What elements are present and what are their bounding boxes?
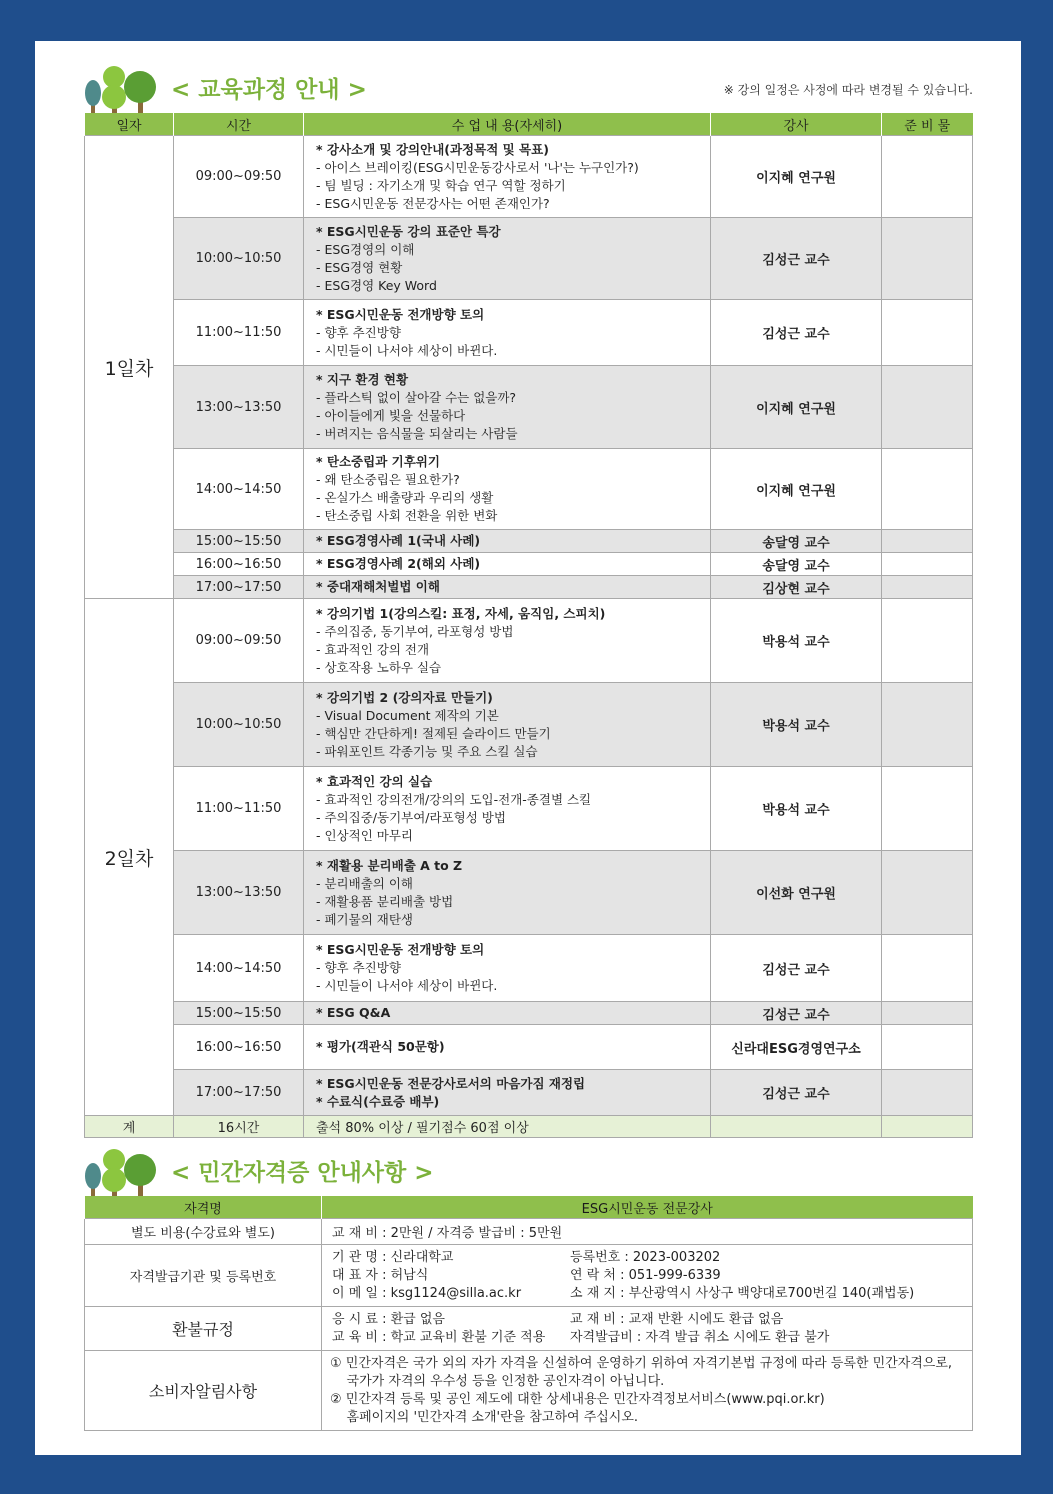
materials-cell — [882, 851, 973, 935]
content-title: * ESG시민운동 전문강사로서의 마음가짐 재정립 — [316, 1075, 586, 1091]
time-cell: 09:00~09:50 — [174, 136, 304, 218]
schedule-row — [85, 935, 973, 1002]
materials-cell — [882, 683, 973, 767]
content-cell — [304, 767, 711, 851]
schedule-row — [85, 683, 973, 767]
cert-cost-row — [85, 1219, 973, 1245]
refund-issue: 자격발급비 : 자격 발급 취소 시에도 환급 불가 — [570, 1329, 830, 1345]
time-cell: 15:00~15:50 — [174, 530, 304, 553]
cert-name-label: 자격명 — [85, 1196, 322, 1219]
content-title: * 평가(객관식 50문항) — [316, 1039, 445, 1054]
cert-issuer-label: 자격발급기관 및 등록번호 — [85, 1245, 322, 1307]
content-line: - ESG시민운동 전문강사는 어떤 존재인가? — [316, 195, 550, 211]
content-line: - 주의집중, 동기부여, 라포형성 방법 — [316, 623, 514, 639]
content-line: - 온실가스 배출량과 우리의 생활 — [316, 490, 494, 505]
content-line: - Visual Document 제작의 기본 — [316, 707, 499, 723]
day-cell: 2일차 — [85, 599, 174, 1116]
cert-issuer-info — [322, 1245, 973, 1307]
issuer-org: 기 관 명 : 신라대학교 — [332, 1249, 454, 1265]
time-cell: 13:00~13:50 — [174, 366, 304, 449]
total-requirement: 출석 80% 이상 / 필기점수 60점 이상 — [304, 1116, 711, 1138]
teacher-cell: 김성근 교수 — [711, 218, 882, 300]
content-title: * 강사소개 및 강의안내(과정목적 및 목표) — [316, 141, 549, 157]
col-day: 일자 — [85, 113, 174, 136]
curriculum-table — [84, 113, 973, 1138]
content-line: - 왜 탄소중립은 필요한가? — [316, 472, 460, 487]
content-line: - 아이들에게 빛을 선물하다 — [316, 408, 466, 423]
total-hours: 16시간 — [174, 1116, 304, 1138]
content-cell — [304, 218, 711, 300]
materials-cell — [882, 599, 973, 683]
schedule-row — [85, 576, 973, 599]
issuer-phone: 연 락 처 : 051-999-6339 — [570, 1267, 721, 1283]
col-materials: 준 비 물 — [882, 113, 973, 136]
materials-cell — [882, 1025, 973, 1070]
time-cell: 16:00~16:50 — [174, 553, 304, 576]
issuer-email: 이 메 일 : ksg1124@silla.ac.kr — [332, 1285, 522, 1301]
teacher-cell: 송달영 교수 — [711, 553, 882, 576]
teacher-cell: 김성근 교수 — [711, 300, 882, 366]
content-line: - 향후 추진방향 — [316, 324, 401, 340]
cert-consumer-label: 소비자알림사항 — [85, 1351, 322, 1431]
content-line: - 탄소중립 사회 전환을 위한 변화 — [316, 508, 498, 523]
teacher-cell: 이선화 연구원 — [711, 851, 882, 935]
total-row — [85, 1116, 973, 1138]
cert-refund-row — [85, 1307, 973, 1351]
refund-tuition: 교 육 비 : 학교 교육비 환불 기준 적용 — [332, 1329, 546, 1345]
content-title: * 지구 환경 현황 — [316, 372, 409, 387]
time-cell: 11:00~11:50 — [174, 767, 304, 851]
content-cell — [304, 935, 711, 1002]
cert-cost-value: 교 재 비 : 2만원 / 자격증 발급비 : 5만원 — [322, 1219, 973, 1245]
cert-issuer-row — [85, 1245, 973, 1307]
content-line: - ESG경영의 이해 — [316, 241, 415, 257]
time-cell: 16:00~16:50 — [174, 1025, 304, 1070]
teacher-cell: 이지혜 연구원 — [711, 366, 882, 449]
trees-icon — [83, 1146, 159, 1198]
issuer-address: 소 재 지 : 부산광역시 사상구 백양대로700번길 140(괘법동) — [570, 1285, 915, 1301]
content-title: * 중대재해처벌법 이해 — [316, 579, 440, 594]
schedule-row — [85, 767, 973, 851]
content-cell — [304, 599, 711, 683]
schedule-row — [85, 553, 973, 576]
time-cell: 10:00~10:50 — [174, 683, 304, 767]
time-cell: 14:00~14:50 — [174, 935, 304, 1002]
total-teacher-empty — [711, 1116, 882, 1138]
materials-cell — [882, 935, 973, 1002]
content-title: * ESG시민운동 전개방향 토의 — [316, 942, 485, 957]
content-title: * ESG경영사례 1(국내 사례) — [316, 533, 481, 548]
teacher-cell: 신라대ESG경영연구소 — [711, 1025, 882, 1070]
content-cell — [304, 300, 711, 366]
total-label: 계 — [85, 1116, 174, 1138]
col-teacher: 강사 — [711, 113, 882, 136]
teacher-cell: 김성근 교수 — [711, 1070, 882, 1116]
content-line: - 버려지는 음식물을 되살리는 사람들 — [316, 426, 518, 441]
teacher-cell: 박용석 교수 — [711, 767, 882, 851]
time-cell: 14:00~14:50 — [174, 449, 304, 530]
content-line: - 시민들이 나서야 세상이 바뀐다. — [316, 342, 498, 358]
cert-refund-info — [322, 1307, 973, 1351]
content-cell — [304, 683, 711, 767]
content-line: - 폐기물의 재탄생 — [316, 911, 413, 927]
content-title: * 탄소중립과 기후위기 — [316, 454, 440, 469]
content-line: - 플라스틱 없이 살아갈 수는 없을까? — [316, 390, 517, 405]
teacher-cell: 김성근 교수 — [711, 1002, 882, 1025]
col-content: 수 업 내 용(자세히) — [304, 113, 711, 136]
cert-header — [83, 1146, 973, 1198]
materials-cell — [882, 1070, 973, 1116]
cert-name-value: ESG시민운동 전문강사 — [322, 1196, 973, 1219]
content-title: * 효과적인 강의 실습 — [316, 773, 433, 789]
content-line: - 재활용품 분리배출 방법 — [316, 893, 454, 909]
content-line: - 핵심만 간단하게! 절제된 슬라이드 만들기 — [316, 725, 551, 741]
content-line: - 팀 빌딩 : 자기소개 및 학습 연구 역할 정하기 — [316, 177, 566, 193]
page — [35, 41, 1021, 1455]
total-materials-empty — [882, 1116, 973, 1138]
content-cell — [304, 1070, 711, 1116]
teacher-cell: 이지혜 연구원 — [711, 449, 882, 530]
materials-cell — [882, 1002, 973, 1025]
refund-textbook: 교 재 비 : 교재 반환 시에도 환급 없음 — [570, 1311, 784, 1327]
notice-line: ② 민간자격 등록 및 공인 제도에 대한 상세내용은 민간자격정보서비스(www.pqi.or.kr) — [330, 1391, 825, 1407]
content-cell — [304, 449, 711, 530]
trees-icon — [83, 63, 159, 115]
teacher-cell: 김상현 교수 — [711, 576, 882, 599]
content-line: - ESG경영 Key Word — [316, 277, 437, 293]
curriculum-title: < 교육과정 안내 > — [171, 77, 367, 103]
materials-cell — [882, 530, 973, 553]
teacher-cell: 이지혜 연구원 — [711, 136, 882, 218]
table-header-row — [85, 113, 973, 136]
cert-cost-label: 별도 비용(수강료와 별도) — [85, 1219, 322, 1245]
content-cell — [304, 1002, 711, 1025]
teacher-cell: 박용석 교수 — [711, 599, 882, 683]
teacher-cell: 송달영 교수 — [711, 530, 882, 553]
notice-line: ① 민간자격은 국가 외의 자가 자격을 신설하여 운영하기 위하여 자격기본법 규정에 따라 등록한 민간자격으로, — [330, 1355, 953, 1371]
notice-line: 홈페이지의 '민간자격 소개'란을 참고하여 주십시오. — [330, 1409, 639, 1425]
content-line: - 파워포인트 각종기능 및 주요 스킬 실습 — [316, 743, 538, 759]
content-line: - 효과적인 강의 전개 — [316, 641, 430, 657]
schedule-row — [85, 599, 973, 683]
content-line: - 시민들이 나서야 세상이 바뀐다. — [316, 978, 498, 993]
time-cell: 15:00~15:50 — [174, 1002, 304, 1025]
schedule-row — [85, 851, 973, 935]
materials-cell — [882, 553, 973, 576]
time-cell: 09:00~09:50 — [174, 599, 304, 683]
content-line: - 상호작용 노하우 실습 — [316, 659, 442, 675]
content-line: - 분리배출의 이해 — [316, 875, 413, 891]
cert-consumer-notice — [322, 1351, 973, 1431]
cert-table — [84, 1196, 973, 1431]
content-title: * ESG시민운동 전개방향 토의 — [316, 306, 485, 322]
time-cell: 10:00~10:50 — [174, 218, 304, 300]
schedule-row — [85, 1002, 973, 1025]
content-line: - 향후 추진방향 — [316, 960, 401, 975]
content-line: - 아이스 브레이킹(ESG시민운동강사로서 '나'는 누구인가?) — [316, 159, 639, 175]
time-cell: 11:00~11:50 — [174, 300, 304, 366]
content-line: * 수료식(수료증 배부) — [316, 1093, 440, 1109]
content-line: - 주의집중/동기부여/라포형성 방법 — [316, 809, 506, 825]
content-cell — [304, 136, 711, 218]
content-line: - 효과적인 강의전개/강의의 도입-전개-종결별 스킬 — [316, 791, 592, 807]
schedule-row — [85, 530, 973, 553]
time-cell: 17:00~17:50 — [174, 1070, 304, 1116]
materials-cell — [882, 449, 973, 530]
materials-cell — [882, 366, 973, 449]
schedule-row — [85, 136, 973, 218]
content-cell — [304, 530, 711, 553]
issuer-reg-no: 등록번호 : 2023-003202 — [570, 1249, 721, 1265]
col-time: 시간 — [174, 113, 304, 136]
cert-title: < 민간자격증 안내사항 > — [171, 1160, 434, 1186]
content-title: * ESG경영사례 2(해외 사례) — [316, 556, 481, 571]
teacher-cell: 박용석 교수 — [711, 683, 882, 767]
content-title: * 강의기법 2 (강의자료 만들기) — [316, 689, 493, 705]
materials-cell — [882, 767, 973, 851]
content-cell — [304, 576, 711, 599]
schedule-row — [85, 449, 973, 530]
schedule-note: ※ 강의 일정은 사정에 따라 변경될 수 있습니다. — [723, 83, 973, 97]
schedule-row — [85, 300, 973, 366]
schedule-row — [85, 366, 973, 449]
curriculum-header — [83, 63, 973, 115]
materials-cell — [882, 136, 973, 218]
schedule-row — [85, 1025, 973, 1070]
content-line: - ESG경영 현황 — [316, 259, 403, 275]
content-cell — [304, 851, 711, 935]
schedule-row — [85, 218, 973, 300]
time-cell: 17:00~17:50 — [174, 576, 304, 599]
materials-cell — [882, 218, 973, 300]
schedule-row — [85, 1070, 973, 1116]
content-title: * 재활용 분리배출 A to Z — [316, 857, 463, 873]
cert-name-row — [85, 1196, 973, 1219]
day-cell: 1일차 — [85, 136, 174, 599]
content-title: * ESG시민운동 강의 표준안 특강 — [316, 223, 501, 239]
content-cell — [304, 1025, 711, 1070]
cert-refund-label: 환불규정 — [85, 1307, 322, 1351]
time-cell: 13:00~13:50 — [174, 851, 304, 935]
cert-consumer-row — [85, 1351, 973, 1431]
issuer-ceo: 대 표 자 : 허남식 — [332, 1267, 429, 1283]
content-title: * ESG Q&A — [316, 1005, 391, 1020]
content-cell — [304, 366, 711, 449]
materials-cell — [882, 300, 973, 366]
content-line: - 인상적인 마무리 — [316, 827, 413, 843]
content-cell — [304, 553, 711, 576]
teacher-cell: 김성근 교수 — [711, 935, 882, 1002]
content-title: * 강의기법 1(강의스킬: 표정, 자세, 움직임, 스피치) — [316, 605, 606, 621]
notice-line: 국가가 자격의 우수성 등을 인정한 공인자격이 아닙니다. — [330, 1373, 665, 1389]
materials-cell — [882, 576, 973, 599]
refund-exam: 응 시 료 : 환급 없음 — [332, 1311, 445, 1327]
